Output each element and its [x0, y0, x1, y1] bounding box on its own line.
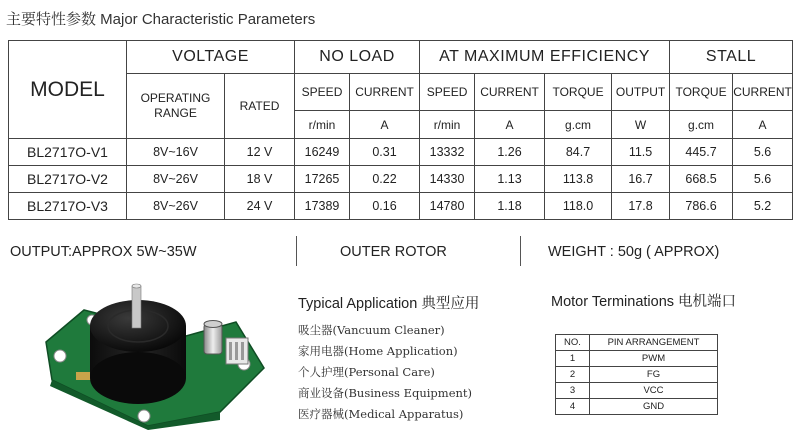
max-eff-torque-value: 84.7	[545, 139, 612, 166]
max-eff-output-value: 11.5	[612, 139, 670, 166]
stall-current-value: 5.2	[733, 193, 793, 220]
max-eff-current-value: 1.26	[475, 139, 545, 166]
model-name: BL2717O-V1	[9, 139, 127, 166]
table-row	[556, 351, 718, 367]
pin-name: PWM	[590, 351, 718, 367]
stall-current-value: 5.6	[733, 139, 793, 166]
table-row	[9, 193, 793, 220]
table-row	[556, 399, 718, 415]
rated-header: RATED	[225, 74, 295, 139]
rated-value: 24 V	[225, 193, 295, 220]
output-info: OUTPUT:APPROX 5W~35W	[10, 244, 197, 260]
max-eff-torque-header: TORQUE	[545, 74, 612, 111]
no-load-current-value: 0.22	[350, 166, 420, 193]
max-eff-speed-value: 14330	[420, 166, 475, 193]
stall-current-header: CURRENT	[733, 74, 793, 111]
pin-name: VCC	[590, 383, 718, 399]
stall-torque-header: TORQUE	[670, 74, 733, 111]
operating-range-header: OPERATING RANGE	[127, 74, 225, 139]
max-eff-speed-value: 13332	[420, 139, 475, 166]
pin-name: GND	[590, 399, 718, 415]
max-eff-current-unit: A	[475, 111, 545, 139]
list-item: 个人护理(Personal Care)	[298, 365, 435, 379]
max-eff-current-header: CURRENT	[475, 74, 545, 111]
max-eff-torque-unit: g.cm	[545, 111, 612, 139]
no-load-header: NO LOAD	[295, 41, 420, 74]
max-eff-current-value: 1.13	[475, 166, 545, 193]
no-load-current-value: 0.16	[350, 193, 420, 220]
pin-number: 2	[556, 367, 590, 383]
no-load-speed-value: 16249	[295, 139, 350, 166]
voltage-header: VOLTAGE	[127, 41, 295, 74]
no-load-speed-value: 17265	[295, 166, 350, 193]
list-item: 医疗器械(Medical Apparatus)	[298, 407, 464, 421]
stall-torque-value: 668.5	[670, 166, 733, 193]
applications-list	[298, 320, 472, 425]
rated-value: 12 V	[225, 139, 295, 166]
table-row	[556, 367, 718, 383]
no-load-speed-header: SPEED	[295, 74, 350, 111]
max-eff-current-value: 1.18	[475, 193, 545, 220]
table-row	[9, 139, 793, 166]
terminations-heading: Motor Terminations 电机端口	[551, 294, 737, 310]
pin-number: 4	[556, 399, 590, 415]
stall-current-unit: A	[733, 111, 793, 139]
divider	[520, 236, 521, 266]
max-eff-output-value: 16.7	[612, 166, 670, 193]
max-eff-speed-unit: r/min	[420, 111, 475, 139]
model-header: MODEL	[9, 41, 127, 139]
weight-info: WEIGHT : 50g ( APPROX)	[548, 244, 720, 260]
max-eff-torque-value: 113.8	[545, 166, 612, 193]
spec-table	[8, 40, 793, 220]
max-eff-output-unit: W	[612, 111, 670, 139]
max-efficiency-header: AT MAXIMUM EFFICIENCY	[420, 41, 670, 74]
pin-table	[555, 334, 718, 415]
max-eff-output-header: OUTPUT	[612, 74, 670, 111]
table-row	[9, 166, 793, 193]
rated-value: 18 V	[225, 166, 295, 193]
max-eff-torque-value: 118.0	[545, 193, 612, 220]
model-name: BL2717O-V2	[9, 166, 127, 193]
no-load-current-header: CURRENT	[350, 74, 420, 111]
table-row	[556, 383, 718, 399]
stall-torque-unit: g.cm	[670, 111, 733, 139]
applications-heading: Typical Application 典型应用	[298, 296, 480, 312]
list-item: 家用电器(Home Application)	[298, 344, 458, 358]
stall-torque-value: 786.6	[670, 193, 733, 220]
max-eff-speed-header: SPEED	[420, 74, 475, 111]
motor-photo	[36, 280, 276, 430]
pin-name: FG	[590, 367, 718, 383]
rotor-info: OUTER ROTOR	[340, 244, 447, 260]
operating-range-value: 8V~26V	[127, 166, 225, 193]
pin-no-header: NO.	[556, 335, 590, 351]
operating-range-value: 8V~16V	[127, 139, 225, 166]
pin-arrangement-header: PIN ARRANGEMENT	[590, 335, 718, 351]
pin-number: 3	[556, 383, 590, 399]
no-load-current-unit: A	[350, 111, 420, 139]
page-title: 主要特性参数 Major Characteristic Parameters	[6, 11, 316, 28]
model-name: BL2717O-V3	[9, 193, 127, 220]
operating-range-value: 8V~26V	[127, 193, 225, 220]
stall-current-value: 5.6	[733, 166, 793, 193]
no-load-speed-value: 17389	[295, 193, 350, 220]
divider	[296, 236, 297, 266]
list-item: 吸尘器(Vancuum Cleaner)	[298, 323, 445, 337]
max-eff-speed-value: 14780	[420, 193, 475, 220]
pin-number: 1	[556, 351, 590, 367]
stall-torque-value: 445.7	[670, 139, 733, 166]
no-load-current-value: 0.31	[350, 139, 420, 166]
max-eff-output-value: 17.8	[612, 193, 670, 220]
list-item: 商业设备(Business Equipment)	[298, 386, 473, 400]
stall-header: STALL	[670, 41, 793, 74]
no-load-speed-unit: r/min	[295, 111, 350, 139]
